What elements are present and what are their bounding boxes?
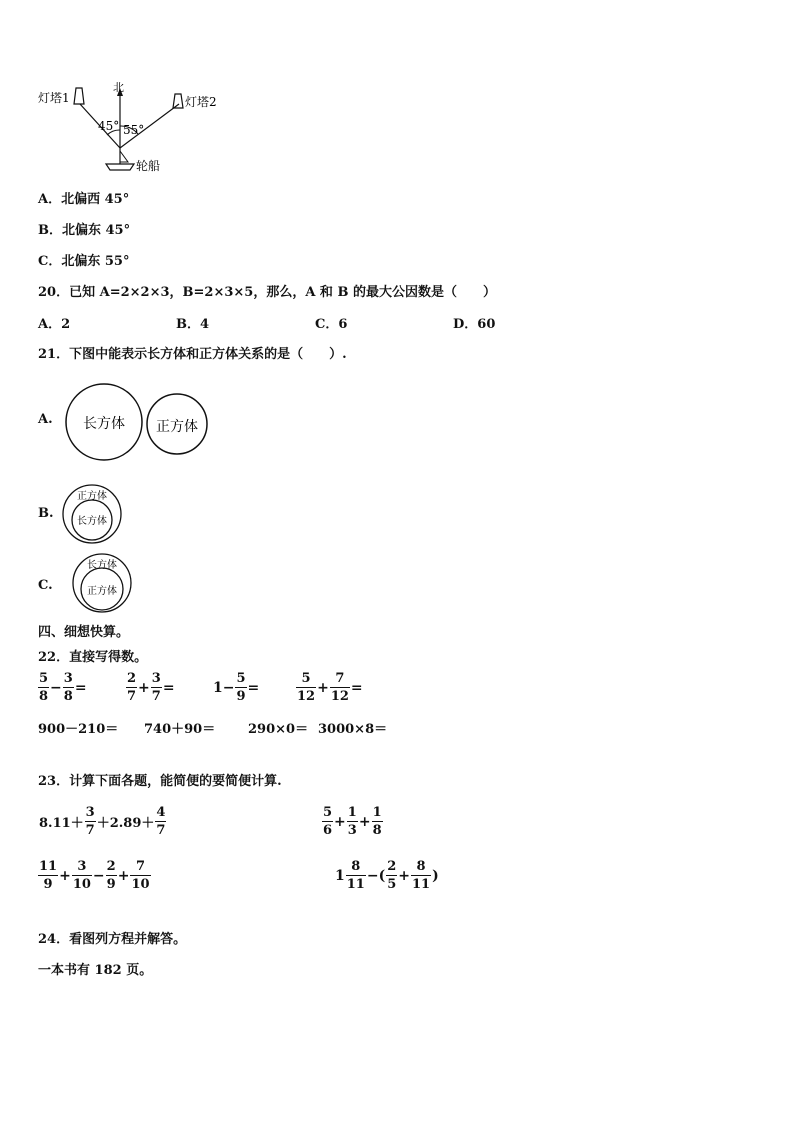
q23-expr-1: 8.11＋ $\frac{3}{7}$ ＋2.89＋ $\frac{4}{7}$ <box>39 805 166 838</box>
q21-option-a-diagram <box>62 382 214 462</box>
q20-option-b: B．4 <box>176 317 210 332</box>
q22-expr-4: $\frac{5}{12}$ + $\frac{7}{12}$ = <box>297 671 363 704</box>
q23-expr-3: $\frac{11}{9}$ + $\frac{3}{10}$ − $\frac{2}{9}$ + $\frac{7}{10}$ <box>39 859 150 892</box>
q20-stem: 20．已知 A=2×2×3，B=2×3×5，那么，A 和 B 的最大公因数是（ ） <box>38 285 496 300</box>
q24-text: 一本书有 182 页。 <box>38 963 153 978</box>
section4-heading: 四、细想快算。 <box>38 625 130 640</box>
q20-option-d: D．60 <box>453 317 496 332</box>
cuboid-label-c: 长方体 <box>87 560 117 571</box>
lighthouse1-label: 灯塔1 <box>38 91 70 105</box>
cuboid-label-a: 长方体 <box>83 416 125 432</box>
lighthouse2-label: 灯塔2 <box>185 95 217 109</box>
cube-label-a: 正方体 <box>156 419 198 435</box>
ship-icon <box>106 164 134 170</box>
q20-option-a: A．2 <box>38 317 71 332</box>
q21-option-c-label: C. <box>38 578 53 593</box>
lighthouse1-icon <box>74 88 84 104</box>
lighthouse2-icon <box>173 94 183 108</box>
q24-stem: 24．看图列方程并解答。 <box>38 932 187 947</box>
q19-option-c: C．北偏东 55° <box>38 254 130 269</box>
q20-option-c: C．6 <box>315 317 348 332</box>
cube-label-c: 正方体 <box>87 586 117 597</box>
q19-option-b: B．北偏东 45° <box>38 223 131 238</box>
q19-option-a: A．北偏西 45° <box>38 192 130 207</box>
q22-expr-2: $\frac{2}{7}$ + $\frac{3}{7}$ = <box>127 671 175 704</box>
q22-row2-2: 740＋90＝ <box>144 722 216 737</box>
q21-option-b-diagram <box>60 484 126 546</box>
north-label: 北 <box>113 81 124 94</box>
cuboid-label-b: 长方体 <box>77 516 107 527</box>
bearing-diagram <box>36 78 236 176</box>
angle-label-45: 45° <box>98 119 120 133</box>
cube-label-b: 正方体 <box>77 491 107 502</box>
q21-option-c-diagram <box>70 553 134 615</box>
ship-label: 轮船 <box>136 159 161 173</box>
q22-row2-1: 900－210＝ <box>38 722 119 737</box>
q21-option-a-label: A. <box>38 412 53 427</box>
q22-row2-3: 290×0＝ <box>248 722 309 737</box>
q23-expr-4: 1 $\frac{8}{11}$ −( $\frac{2}{5}$ + $\frac{8}{11}$ ) <box>335 859 439 892</box>
angle-label-55: 55° <box>123 123 145 137</box>
q23-expr-2: $\frac{5}{6}$ + $\frac{1}{3}$ + $\frac{1}{8}$ <box>323 805 382 838</box>
q22-stem: 22．直接写得数。 <box>38 650 148 665</box>
q22-row2-4: 3000×8＝ <box>318 722 388 737</box>
q22-expr-3: 1− $\frac{5}{9}$ = <box>213 671 260 704</box>
q23-stem: 23．计算下面各题，能简便的要简便计算. <box>38 774 282 789</box>
q21-stem: 21．下图中能表示长方体和正方体关系的是（ ）. <box>38 347 347 362</box>
q21-option-b-label: B. <box>38 506 54 521</box>
q22-expr-1: $\frac{5}{8}$ − $\frac{3}{8}$ = <box>39 671 87 704</box>
